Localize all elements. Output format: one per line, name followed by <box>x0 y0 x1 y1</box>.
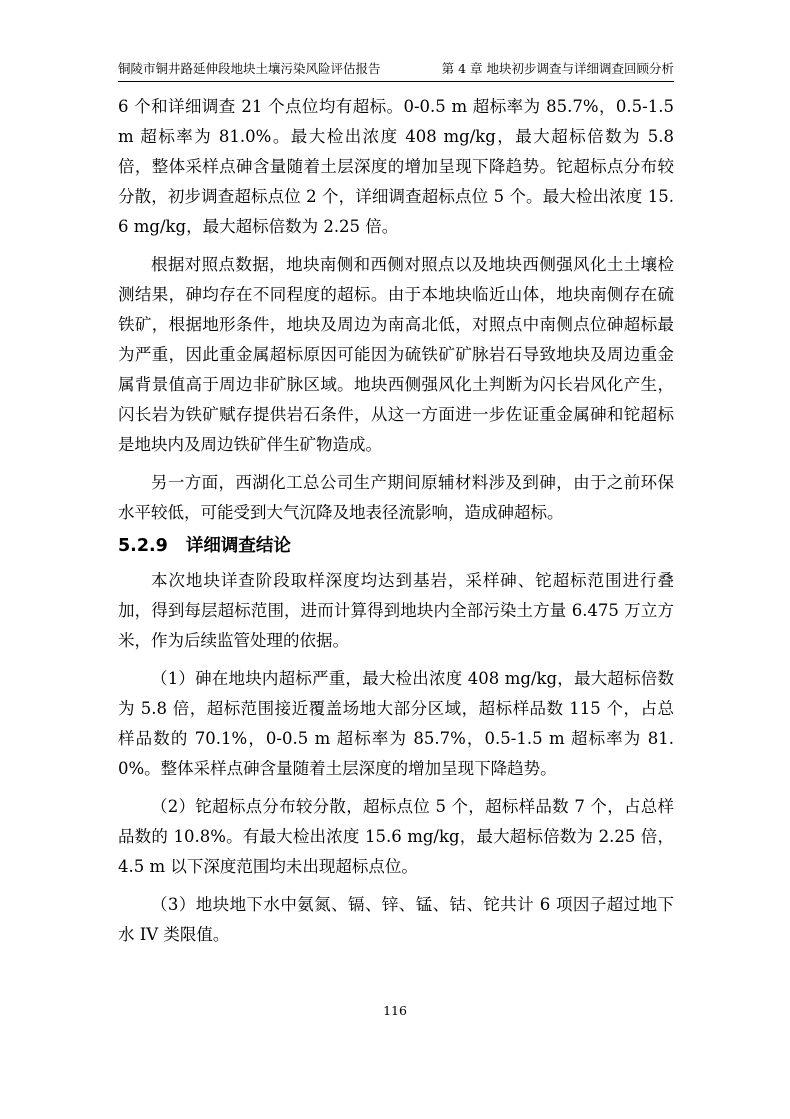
conclusion-item-groundwater: （3）地块地下水中氨氮、镉、锌、锰、钴、铊共计 6 项因子超过地下水 IV 类限值。 <box>118 895 674 944</box>
page-number: 116 <box>383 1003 407 1018</box>
conclusion-item-thallium: （2）铊超标点分布较分散，超标点位 5 个，超标样品数 7 个，占总样品数的 10.8%。有最大检出浓度 15.6 mg/kg，最大超标倍数为 2.25 倍，4.5 m 以下深度范围均未出现超标点位。 <box>118 797 674 876</box>
paragraph-spacer <box>118 242 674 250</box>
chapter-title: 第 4 章 地块初步调查与详细调查回顾分析 <box>441 61 674 76</box>
paragraph-continued: 6 个和详细调查 21 个点位均有超标。0-0.5 m 超标率为 85.7%，0.5-1.5 m 超标率为 81.0%。最大检出浓度 408 mg/kg，最大超标倍数为 5.8 倍，整体采样点砷含量随着土层深度的增加呈现下降趋势。铊超标点分布较分散，初步调查超标点位 2 个，详细调查超标点位 5 个。最大检出浓度 15.6 mg/kg，最大超标倍数为 2.25 倍。 <box>118 97 674 236</box>
body-text <box>118 92 674 950</box>
section-heading <box>118 530 674 562</box>
section-number: 5.2.9 <box>118 536 168 556</box>
section-title: 详细调查结论 <box>185 536 291 556</box>
paragraph-background-analysis: 根据对照点数据，地块南侧和西侧对照点以及地块西侧强风化土土壤检测结果，砷均存在不同程度的超标。由于本地块临近山体，地块南侧存在硫铁矿，根据地形条件，地块及周边为南高北低，对照点中南侧点位砷超标最为严重，因此重金属超标原因可能因为硫铁矿矿脉岩石导致地块及周边重金属背景值高于周边非矿脉区域。地块西侧强风化土判断为闪长岩风化产生，闪长岩为铁矿赋存提供岩石条件，从这一方面进一步佐证重金属砷和铊超标是地块内及周边铁矿伴生矿物造成。 <box>118 255 674 454</box>
paragraph-spacer <box>118 882 674 890</box>
section-intro: 本次地块详查阶段取样深度均达到基岩，采样砷、铊超标范围进行叠加，得到每层超标范围，进而计算得到地块内全部污染土方量 6.475 万立方米，作为后续监管处理的依据。 <box>118 571 674 650</box>
paragraph-spacer <box>118 460 674 468</box>
conclusion-item-arsenic: （1）砷在地块内超标严重，最大检出浓度 408 mg/kg，最大超标倍数为 5.8 倍，超标范围接近覆盖场地大部分区域，超标样品数 115 个，占总样品数的 70.1%，0-0.5 m 超标率为 85.7%，0.5-1.5 m 超标率为 81.0%。整体采样点砷含量随着土层深度的增加呈现下降趋势。 <box>118 669 674 778</box>
paragraph-spacer <box>118 656 674 664</box>
header-divider <box>118 81 674 82</box>
report-title: 铜陵市铜井路延伸段地块土壤污染风险评估报告 <box>118 61 381 76</box>
paragraph-spacer <box>118 784 674 792</box>
paragraph-emission-source: 另一方面，西湖化工总公司生产期间原辅材料涉及到砷，由于之前环保水平较低，可能受到大气沉降及地表径流影响，造成砷超标。 <box>118 473 674 522</box>
running-header <box>118 58 674 80</box>
